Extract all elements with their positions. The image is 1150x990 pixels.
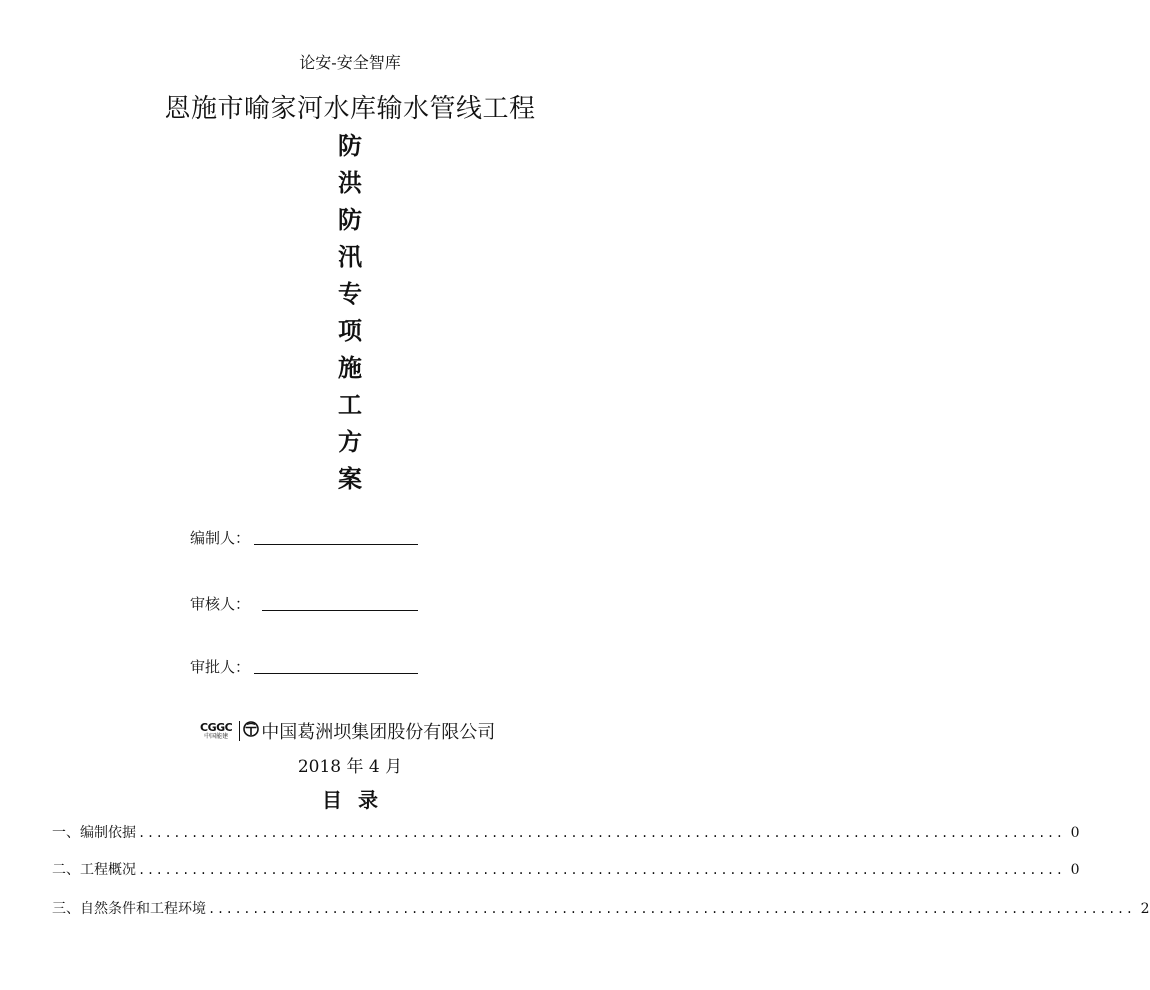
vertical-title-char: 专 — [338, 280, 362, 308]
document-date: 2018 年 4 月 — [297, 757, 403, 777]
globe-icon — [243, 721, 259, 742]
toc-leader-dots: ......................................................................................................... — [208, 902, 1135, 916]
signature-row-reviewer — [190, 593, 418, 614]
toc-leader-dots: ......................................................................................................... — [138, 826, 1065, 840]
company-name: 中国葛洲坝集团股份有限公司 — [261, 722, 496, 743]
toc-entry-page: 0 — [1070, 825, 1080, 841]
signature-label: 编制人： — [190, 529, 251, 547]
signature-label: 审批人： — [190, 658, 251, 676]
signature-line — [262, 609, 418, 611]
toc-entry-page: 0 — [1070, 862, 1080, 878]
vertical-title-char: 施 — [338, 354, 362, 382]
vertical-title-char: 案 — [338, 465, 362, 493]
toc-entry-label: 一、编制依据 — [52, 825, 136, 841]
toc-entry-label: 三、自然条件和工程环境 — [52, 901, 206, 917]
vertical-title-char: 项 — [338, 317, 362, 345]
signature-line — [254, 672, 418, 674]
vertical-title-char: 防 — [338, 132, 362, 160]
logo-divider — [239, 721, 240, 741]
vertical-title-char: 洪 — [338, 169, 362, 197]
company-line — [200, 718, 495, 744]
vertical-title-char: 防 — [338, 206, 362, 234]
header-note: 论安-安全智库 — [299, 53, 401, 72]
toc-entry[interactable] — [52, 859, 1080, 879]
toc-entry[interactable] — [52, 898, 1150, 918]
signature-label: 审核人： — [190, 595, 251, 613]
signature-row-compiler — [190, 527, 418, 548]
vertical-title-char: 工 — [338, 391, 362, 419]
toc-title: 目录 — [322, 788, 394, 812]
company-logo: CGGC 中国能建 — [200, 721, 233, 740]
vertical-title — [325, 128, 375, 498]
toc-entry-page: 2 — [1140, 901, 1150, 917]
vertical-title-char: 方 — [338, 428, 362, 456]
signature-line — [254, 543, 418, 545]
signature-row-approver — [190, 656, 418, 677]
toc-leader-dots: ......................................................................................................... — [138, 863, 1065, 877]
document-title: 恩施市喻家河水库输水管线工程 — [164, 94, 536, 124]
toc-entry-label: 二、工程概况 — [52, 862, 136, 878]
toc-entry[interactable] — [52, 822, 1080, 842]
vertical-title-char: 汛 — [338, 243, 362, 271]
